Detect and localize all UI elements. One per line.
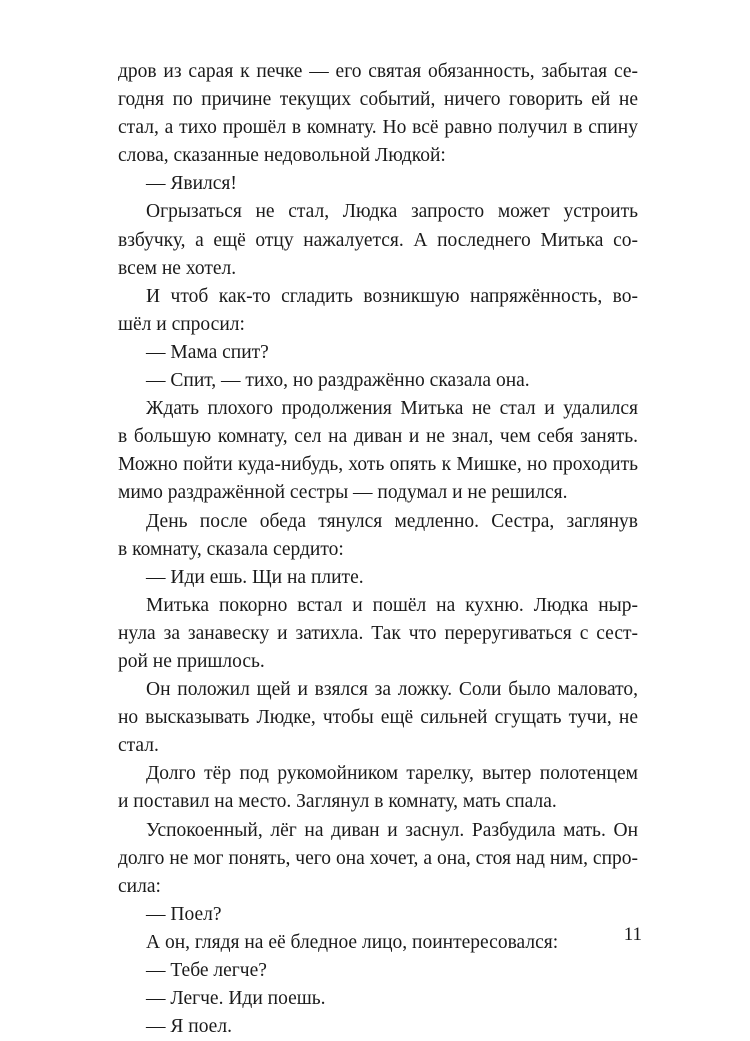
text-line: слова, сказанные недовольной Людкой: bbox=[118, 145, 446, 167]
text-line: шёл и спросил: bbox=[118, 313, 245, 335]
text-line: — Спит, — тихо, но раздражённо сказала она. bbox=[146, 370, 530, 392]
text-line: А он, глядя на её бледное лицо, поинтересовался: bbox=[146, 931, 559, 953]
text-line: И чтоб как-то сгладить возникшую напряжённость, во- bbox=[146, 285, 638, 307]
text-line: мимо раздражённой сестры — подумал и не решился. bbox=[118, 482, 568, 504]
text-line: Ждать плохого продолжения Митька не стал и удалился bbox=[146, 398, 638, 420]
text-line: дров из сарая к печке — его святая обязанность, забытая се- bbox=[118, 61, 638, 82]
text-line: стал. bbox=[118, 735, 159, 757]
text-line: — Мама спит? bbox=[146, 341, 269, 363]
text-line: сила: bbox=[118, 875, 161, 897]
text-line: взбучку, а ещё отцу нажалуется. А последнего Митька со- bbox=[118, 229, 638, 251]
text-line: — Тебе легче? bbox=[146, 960, 267, 981]
text-line: Митька покорно встал и пошёл на кухню. Людка ныр- bbox=[146, 594, 638, 616]
text-line: Долго тёр под рукомойником тарелку, вытер полотенцем bbox=[146, 763, 638, 785]
text-line: — Иди ешь. Щи на плите. bbox=[146, 566, 364, 588]
text-line: всем не хотел. bbox=[118, 257, 237, 279]
text-line: — Явился! bbox=[146, 173, 237, 195]
text-line: Он положил щей и взялся за ложку. Соли было маловато, bbox=[146, 679, 638, 701]
text-line: День после обеда тянулся медленно. Сестра, заглянув bbox=[146, 510, 638, 532]
text-line: — Поел? bbox=[146, 903, 222, 925]
text-line: стал, а тихо прошёл в комнату. Но всё равно получил в спину bbox=[118, 117, 638, 139]
text-line: в комнату, сказала сердито: bbox=[118, 538, 344, 560]
page-text bbox=[118, 58, 638, 1041]
text-line: но высказывать Людке, чтобы ещё сильней сгущать тучи, не bbox=[118, 707, 638, 729]
text-line: долго не мог понять, чего она хочет, а она, стоя над ним, спро- bbox=[118, 847, 638, 869]
text-line: Успокоенный, лёг на диван и заснул. Разбудила мать. Он bbox=[146, 819, 638, 841]
text-line: нула за занавеску и затихла. Так что переругиваться с сест- bbox=[118, 622, 638, 644]
text-line: годня по причине текущих событий, ничего говорить ей не bbox=[118, 89, 638, 111]
text-line: Можно пойти куда-нибудь, хоть опять к Мишке, но проходить bbox=[118, 454, 638, 476]
text-line: рой не пришлось. bbox=[118, 650, 265, 672]
text-line: — Я поел. bbox=[146, 1016, 232, 1038]
text-line: и поставил на место. Заглянул в комнату, мать спала. bbox=[118, 791, 557, 813]
text-line: Огрызаться не стал, Людка запросто может устроить bbox=[146, 201, 638, 223]
page-number: 11 bbox=[623, 924, 642, 945]
text-line: в большую комнату, сел на диван и не знал, чем себя занять. bbox=[118, 426, 638, 448]
text-line: — Легче. Иди поешь. bbox=[146, 988, 326, 1010]
